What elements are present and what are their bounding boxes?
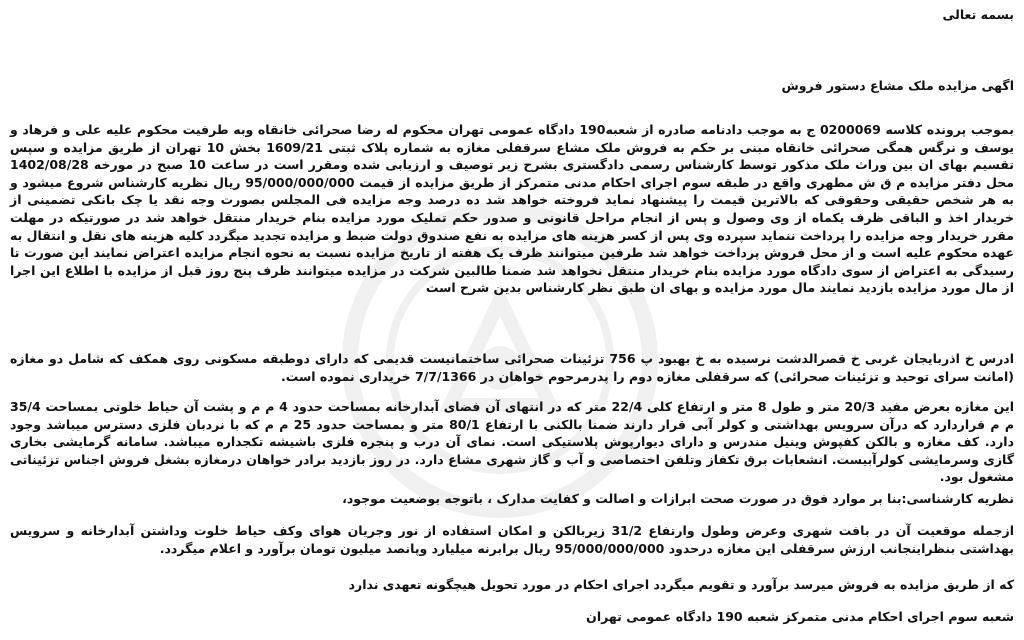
paragraph-description: این مغازه بعرض مفید 20/3 متر و طول 8 متر و ارتفاع کلی 22/4 متر که در انتهای آن فضای آبدارخانه بمساحت حدود 4 م م و پشت آن حیاط خلوتی بمساحت 35/4 م م قراردارد که درآن سرویس بهداشتی و کولر آبی قرار دارند ضمنا بالکنی با ارتفاع 80/1 متر و بمساحت حدود 25 م م که با نردبان فلزی دسترس میباشد وجود دارد. کف مغازه و بالکن کفپوش وینیل مندرس و دارای دیوارپوش پلاستیکی است. نمای آن درب و پنجره فلزی باشیشه تکجداره میباشد. سامانه گرمایشی بخاری گازی وسرمایشی کولرآبیست. انشعابات برق تکفاز وتلفن اختصاصی و آب و گاز شهری مشاع دارد. در روز بازدید برادر خواهان درمغازه بشغل فروش اجناس تزئیناتی مشغول بود. xyxy=(10,399,1015,485)
heading: بسمه تعالی xyxy=(942,7,1014,22)
paragraph-expert-opinion: نظریه کارشناسی:بنا بر موارد فوق در صورت صحت ابرازات و اصالت و کفایت مدارک ، باتوجه بوضعیت موجود، xyxy=(342,491,1014,506)
notice-title: اگهی مزایده ملک مشاع دستور فروش xyxy=(781,78,1014,93)
paragraph-valuation: ازجمله موقعیت آن در بافت شهری وعرض وطول وارتفاع 31/2 زیربالکن و امکان استفاده از نور وجریان هوای وکف حیاط خلوت وداشتن آبدارخانه و سرویس بهداشتی بنظراینجانب ارزش سرقفلی این مغازه درحدود 95/000/000/000 ریال برابرنه میلیارد وپانصد میلیون تومان برآورد و اعلام میگردد. xyxy=(10,523,1014,556)
paragraph-closing: که از طریق مزایده به فروش میرسد برآورد و تقویم میگردد اجرای احکام در مورد تحویل هیچگونه تعهدی ندارد xyxy=(348,577,1014,592)
paragraph-main: بموجب پرونده کلاسه 0200069 ج به موجب دادنامه صادره از شعبه190 دادگاه عمومی تهران محکوم له رضا صحرائی خانقاه وبه طرفیت محکوم علیه علی و فرهاد و یوسف و نرگس همگی صحرائی خانقاه مبنی بر حکم به فروش ملک مشاع سرقفلی مغازه به شماره پلاک ثبتی 1609/21 بخش 10 تهران از طریق مزایده و سپس تقسیم بهای ان بین وراث ملک مذکور توسط کارشناس رسمی دادگستری بشرح زیر توصیف و ارزیابی شده ومقرر است در ساعت 10 صبح در مورخه 1402/08/28 محل دفتر مزایده م ق ش مطهری واقع در طبقه سوم اجرای احکام مدنی متمرکز از طریق مزایده از قیمت 95/000/000/000 ریال نظریه کارشناس شروع میشود و به هر شخص حقیقی وحقوقی که بالاترین قیمت را پیشنهاد نماید فروخته خواهد شد ده درصد وجه مزایده فی المجلس بصورت وجه نقد یا چک بانکی تضمینی از خریدار اخذ و الباقی ظرف یکماه از وی وصول و پس از انجام مراحل قانونی و صدور حکم تملیک مورد مزایده بنام خریدار منتقل خواهد شد در صورتیکه در مهلت مقرر خریدار وجه مزایده را پرداخت ننماید سپرده وی پس از کسر هزینه های مزایده به نفع صندوق دولت ضبط و مزایده تجدید میگردد کلیه هزینه های نقل و انتقال به عهده محکوم علیه است و از محل فروش پرداخت خواهد شد طرفین میتوانند ظرف یک هفته از تاریخ مزایده نسبت به نحوه انجام مزایده اعتراض نمایند این صورت تا رسیدگی به اعتراض از سوی دادگاه مورد مزایده بنام خریدار منتقل نخواهد شد ضمنا طالبین شرکت در مزایده میتوانند ظرف پنج روز قبل از مزایده با اطلاع این اجرا از مال مورد مزایده بازدید نمایند مال مورد مزایده و بهای ان طبق نظر کارشناس بدین شرح است xyxy=(10,122,1014,296)
paragraph-address: ادرس خ اذربایجان غربی خ قصرالدشت نرسیده به خ بهبود پ 756 تزئینات صحرائی ساختمانیست قدیمی که دارای دوطبقه مسکونی روی همکف که شامل دو مغازه (امانت سرای توحید و تزئینات صحرائی) که سرقفلی مغازه دوم را پدرمرحوم خواهان در 7/7/1366 خریداری نموده است. xyxy=(10,351,1014,384)
signature-branch: شعبه سوم اجرای احکام مدنی متمرکز شعبه 190 دادگاه عمومی تهران xyxy=(586,609,1014,624)
